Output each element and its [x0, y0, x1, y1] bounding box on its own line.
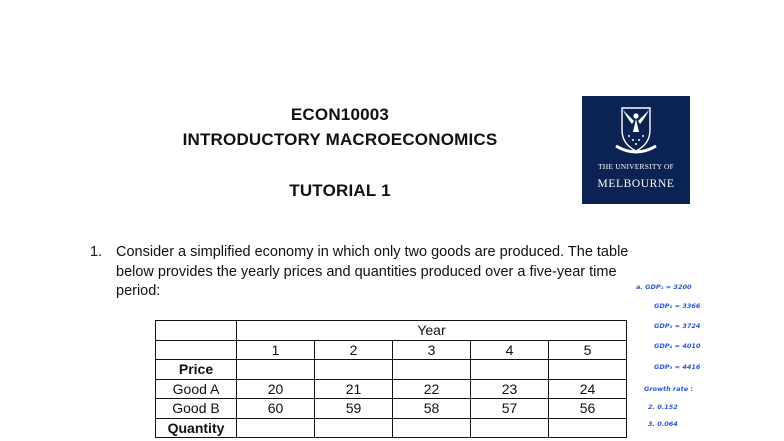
table-cell: [393, 418, 471, 438]
table-cell: 24: [549, 379, 627, 399]
handwritten-note: GDP₂ = 3366: [654, 302, 701, 310]
table-header-row: [156, 321, 627, 341]
tutorial-title: TUTORIAL 1: [289, 181, 391, 200]
course-title: INTRODUCTORY MACROECONOMICS: [182, 130, 498, 149]
year-cell: 3: [393, 340, 471, 360]
year-cell: 5: [549, 340, 627, 360]
table-cell: 59: [315, 399, 393, 419]
table-cell: [471, 418, 549, 438]
handwritten-note: 2. 0.152: [648, 403, 678, 411]
question-text: Consider a simplified economy in which only two goods are produced. The table below provides the yearly prices and quantities produced over a five-year time period:: [116, 244, 629, 299]
table-cell: 23: [471, 379, 549, 399]
table-cell: [315, 360, 393, 380]
logo-text-line2: MELBOURNE: [597, 178, 675, 190]
handwritten-note: GDP₅ = 4416: [654, 363, 701, 371]
table-corner-cell: [156, 321, 237, 341]
course-code: ECON10003: [290, 105, 390, 124]
table-cell: 21: [315, 379, 393, 399]
price-quantity-table: [155, 320, 627, 438]
table-cell: [156, 340, 237, 360]
table-cell: [471, 360, 549, 380]
table-row: [156, 418, 627, 438]
table-cell: 20: [237, 379, 315, 399]
table-row: [156, 360, 627, 380]
logo-text-line1: THE UNIVERSITY OF: [597, 162, 675, 171]
table-cell: 60: [237, 399, 315, 419]
table-cell: 56: [549, 399, 627, 419]
handwritten-note: GDP₃ = 3724: [654, 322, 701, 330]
table-cell: [393, 360, 471, 380]
row-label-quantity: Quantity: [156, 418, 237, 438]
row-label-price: Price: [156, 360, 237, 380]
table-cell: 22: [393, 379, 471, 399]
table-cell: 58: [393, 399, 471, 419]
table-cell: 57: [471, 399, 549, 419]
table-cell: [549, 418, 627, 438]
table-row: [156, 379, 627, 399]
table-cell: [237, 418, 315, 438]
table-row: [156, 399, 627, 419]
handwritten-note: a. GDP₁ = 3200: [636, 283, 692, 291]
year-cell: 1: [237, 340, 315, 360]
table-cell: [549, 360, 627, 380]
row-label-good-a: Good A: [156, 379, 237, 399]
table-years-row: [156, 340, 627, 360]
table-cell: [237, 360, 315, 380]
handwritten-note: Growth rate :: [644, 385, 693, 393]
handwritten-note: 3. 0.064: [648, 420, 678, 428]
question-number: 1.: [90, 244, 103, 260]
handwritten-note: GDP₄ = 4010: [654, 342, 701, 350]
row-label-good-b: Good B: [156, 399, 237, 419]
year-header: Year: [237, 321, 627, 341]
year-cell: 2: [315, 340, 393, 360]
crest-icon: [582, 96, 690, 162]
university-logo: [582, 96, 690, 204]
year-cell: 4: [471, 340, 549, 360]
table-cell: [315, 418, 393, 438]
